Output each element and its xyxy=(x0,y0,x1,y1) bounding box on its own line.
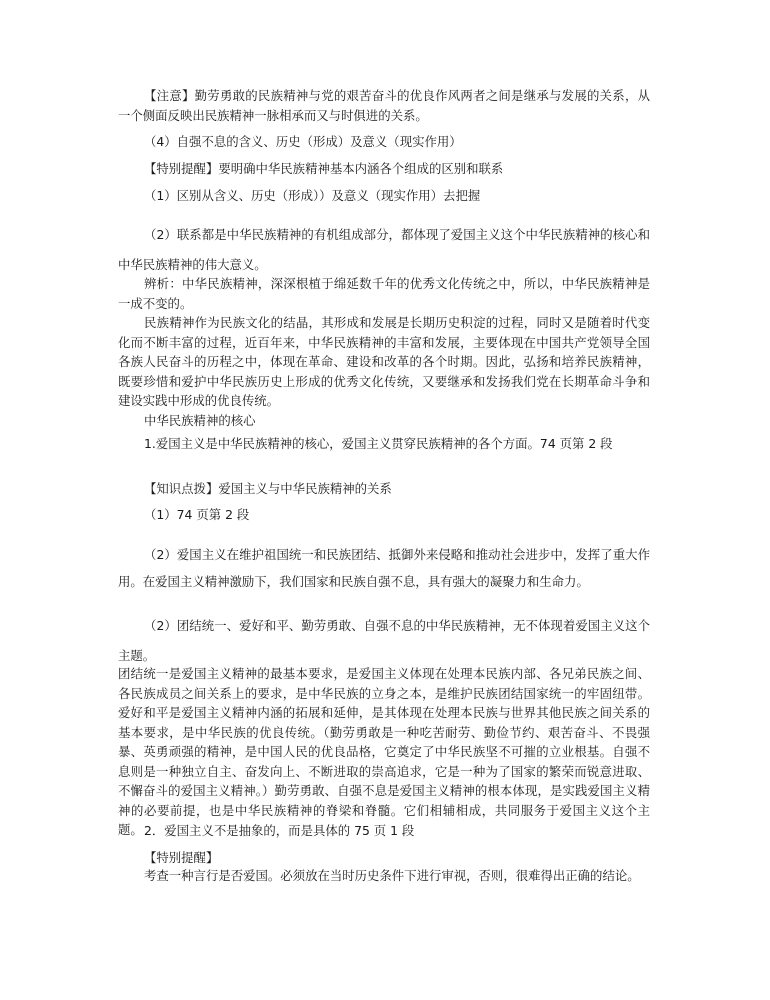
special-reminder-2: 【特别提醒】 xyxy=(144,850,219,865)
discrimination-paragraph: 辨析：中华民族精神，深深根植于绵延数千年的优秀文化传统之中，所以，中华民族精神是一成不变的。 xyxy=(118,276,650,311)
item-4-heading: （4）自强不息的含义、历史（形成）及意义（现实作用） xyxy=(144,134,462,149)
tip-item-1: （1）74 页第 2 段 xyxy=(144,507,250,522)
note-paragraph: 【注意】勤劳勇敢的民族精神与党的艰苦奋斗的优良作风两者之间是继承与发展的关系，从一个侧面反映出民族精神一脉相承而又与时俱进的关系。 xyxy=(118,88,650,123)
tip-item-2-role: （2）爱国主义在维护祖国统一和民族团结、抵御外来侵略和推动社会进步中，发挥了重大作用。在爱国主义精神激励下，我们国家和民族自强不息，具有强大的凝聚力和生命力。 xyxy=(118,547,650,589)
unity-explanation-paragraph: 团结统一是爱国主义精神的最基本要求，是爱国主义体现在处理本民族内部、各兄弟民族之间、各民族成员之间关系上的要求，是中华民族的立身之本，是维护民族团结国家统一的牢固纽带。爱好和平是爱国主义精神内涵的拓展和延伸，是其体现在处理本民族与世界其他民族之间关系的基本要求，是中华民族的优良传统。（勤劳勇敢是一种吃苦耐劳、勤俭节约、艰苦奋斗、不畏强暴、英勇顽强的精神，是中国人民的优良品格，它奠定了中华民族坚不可摧的立业根基。自强不息则是一种独立自主、奋发向上、不断进取的崇高追求，它是一种为了国家的繁荣而锐意进取、不懈奋斗的爱国主义精神。）勤劳勇敢、自强不息是爱国主义精神的根本体现，是实践爱国主义精神的必要前提，也是中华民族精神的脊梁和脊髓。它们相辅相成，共同服务于爱国主义这个主题。 xyxy=(118,666,650,837)
item-2-connection: （2）联系都是中华民族精神的有机组成部分，都体现了爱国主义这个中华民族精神的核心和中华民族精神的伟大意义。 xyxy=(118,227,650,272)
tip-item-2-theme: （2）团结统一、爱好和平、勤劳勇敢、自强不息的中华民族精神，无不体现着爱国主义这个主题。 xyxy=(118,618,650,663)
section-heading-core: 中华民族精神的核心 xyxy=(144,413,256,428)
patriotism-core-point: 1.爱国主义是中华民族精神的核心，爱国主义贯穿民族精神的各个方面。74 页第 2 段 xyxy=(144,436,613,451)
knowledge-tip-heading: 【知识点拨】爱国主义与中华民族精神的关系 xyxy=(144,481,392,496)
national-spirit-paragraph: 民族精神作为民族文化的结晶，其形成和发展是长期历史积淀的过程，同时又是随着时代变化而不断丰富的过程，近百年来，中华民族精神的丰富和发展，主要体现在中国共产党领导全国各族人民奋斗的历程之中，体现在革命、建设和改革的各个时期。因此，弘扬和培养民族精神，既要珍惜和爱护中华民族历史上形成的优秀文化传统，又要继承和发扬我们党在长期革命斗争和建设实践中形成的优良传统。 xyxy=(118,315,650,408)
item-1-difference: （1）区别从含义、历史（形成））及意义（现实作用）去把握 xyxy=(144,188,481,203)
special-reminder-1: 【特别提醒】要明确中华民族精神基本内涵各个组成的区别和联系 xyxy=(144,161,504,176)
patriotism-concrete-point: 2．爱国主义不是抽象的，而是具体的 75 页 1 段 xyxy=(144,823,415,838)
evaluate-patriotism-paragraph: 考查一种言行是否爱国。必须放在当时历史条件下进行审视，否则，很难得出正确的结论。 xyxy=(144,868,640,883)
